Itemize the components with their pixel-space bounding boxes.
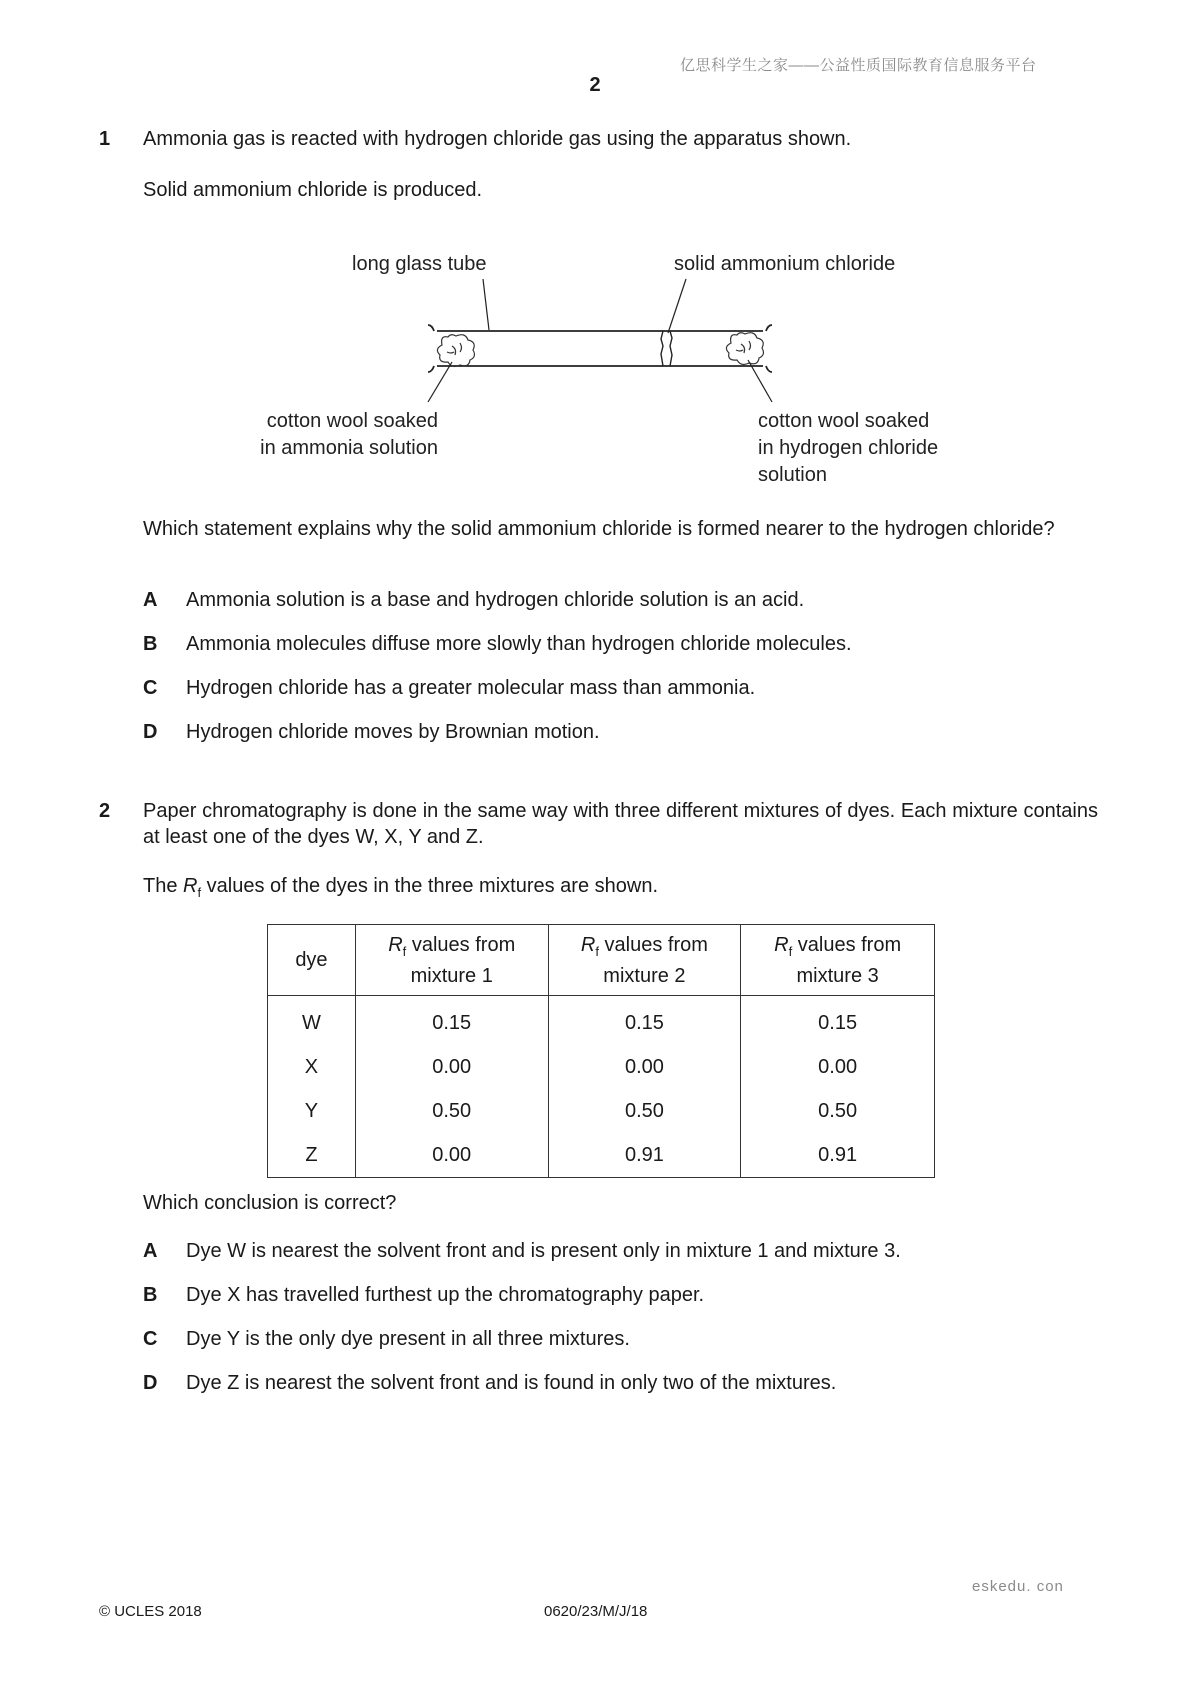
table-header-row	[268, 925, 935, 996]
table-header-mixture-3	[741, 925, 935, 996]
cell-mixture-3: 0.00	[741, 1045, 935, 1089]
option-letter: C	[143, 1328, 158, 1350]
header-watermark: 亿思科学生之家——公益性质国际教育信息服务平台	[680, 57, 1037, 74]
table-row	[268, 1089, 935, 1133]
label-cotton-hcl-line2: in hydrogen chloride	[758, 437, 939, 459]
question-1-line2: Solid ammonium chloride is produced.	[143, 179, 483, 201]
option-letter: C	[143, 677, 158, 699]
rf-subscript: f	[402, 943, 407, 959]
header-suffix: values from	[599, 933, 708, 956]
option-letter: D	[143, 1372, 158, 1394]
label-cotton-ammonia-line1: cotton wool soaked	[266, 410, 438, 432]
rf-symbol: R	[580, 933, 596, 956]
table-header-mixture-2	[548, 925, 741, 996]
option-text: Dye W is nearest the solvent front and is present only in mixture 1 and mixture 3.	[186, 1240, 901, 1262]
option-text: Dye Y is the only dye present in all three mixtures.	[186, 1328, 630, 1350]
cell-mixture-1: 0.00	[355, 1045, 548, 1089]
label-cotton-ammonia	[200, 408, 438, 462]
cell-mixture-2: 0.00	[548, 1045, 741, 1089]
cell-mixture-1: 0.00	[355, 1133, 548, 1178]
cell-mixture-1: 0.15	[355, 996, 548, 1046]
cell-mixture-2: 0.91	[548, 1133, 741, 1178]
cell-mixture-2: 0.50	[548, 1089, 741, 1133]
option-letter: A	[143, 1240, 158, 1262]
question-2-options	[143, 1240, 1123, 1416]
rf-pre: The	[143, 875, 184, 897]
cell-mixture-1: 0.50	[355, 1089, 548, 1133]
apparatus-diagram	[0, 0, 1190, 500]
table-header-mixture-1	[355, 925, 548, 996]
table-row	[268, 1133, 935, 1178]
cotton-wool-right	[726, 333, 763, 365]
rf-values-table	[267, 924, 935, 1178]
rf-symbol: R	[183, 875, 198, 897]
option-1d[interactable]	[143, 721, 1103, 765]
rf-post: values of the dyes in the three mixtures are shown.	[201, 875, 659, 897]
question-2-rf-sentence	[143, 873, 658, 906]
table-row	[268, 996, 935, 1046]
footer-paper-code: 0620/23/M/J/18	[544, 1603, 648, 1620]
cell-mixture-3: 0.91	[741, 1133, 935, 1178]
option-text: Ammonia molecules diffuse more slowly than hydrogen chloride molecules.	[186, 633, 852, 655]
header-mixture: mixture 2	[603, 964, 686, 987]
option-1c[interactable]	[143, 677, 1103, 721]
label-cotton-hcl-line1: cotton wool soaked	[758, 410, 930, 432]
label-leader-lines	[428, 279, 772, 402]
option-letter: B	[143, 633, 158, 655]
table-row	[268, 1045, 935, 1089]
option-text: Hydrogen chloride moves by Brownian motion.	[186, 721, 600, 743]
question-1-number: 1	[99, 128, 111, 150]
option-text: Hydrogen chloride has a greater molecular mass than ammonia.	[186, 677, 756, 699]
option-text: Dye Z is nearest the solvent front and is found in only two of the mixtures.	[186, 1372, 837, 1394]
option-letter: B	[143, 1284, 158, 1306]
solid-ammonium-chloride-band	[661, 331, 672, 366]
rf-subscript: f	[788, 943, 793, 959]
table-header-dye: dye	[268, 925, 356, 996]
rf-subscript: f	[197, 885, 202, 900]
label-cotton-ammonia-line2: in ammonia solution	[260, 437, 438, 459]
header-mixture: mixture 1	[410, 964, 493, 987]
cell-mixture-3: 0.15	[741, 996, 935, 1046]
label-long-glass-tube: long glass tube	[352, 253, 487, 275]
label-cotton-hydrogen-chloride	[758, 408, 938, 489]
option-1b[interactable]	[143, 633, 1103, 677]
question-1-line1: Ammonia gas is reacted with hydrogen chloride gas using the apparatus shown.	[143, 128, 852, 150]
question-1-options	[143, 589, 1103, 765]
question-2-intro: Paper chromatography is done in the same way with three different mixtures of dyes. Each mixture contains at least one of the dyes W, X, Y and Z.	[143, 800, 1098, 848]
rf-symbol: R	[774, 933, 789, 956]
rf-subscript: f	[595, 943, 599, 959]
option-2a[interactable]	[143, 1240, 1123, 1284]
rf-symbol: R	[388, 933, 403, 956]
option-2d[interactable]	[143, 1372, 1123, 1416]
cell-dye: Z	[268, 1133, 356, 1178]
option-letter: A	[143, 589, 158, 611]
option-2b[interactable]	[143, 1284, 1123, 1328]
option-text: Ammonia solution is a base and hydrogen chloride solution is an acid.	[186, 589, 805, 611]
question-2-stem: Which conclusion is correct?	[143, 1192, 397, 1214]
label-solid-ammonium-chloride: solid ammonium chloride	[674, 253, 896, 275]
cell-mixture-3: 0.50	[741, 1089, 935, 1133]
option-1a[interactable]	[143, 589, 1103, 633]
cell-mixture-2: 0.15	[548, 996, 741, 1046]
option-2c[interactable]	[143, 1328, 1123, 1372]
footer-copyright: © UCLES 2018	[99, 1603, 202, 1620]
footer-watermark: eskedu. con	[972, 1578, 1064, 1595]
cell-dye: X	[268, 1045, 356, 1089]
cotton-wool-left	[437, 335, 474, 367]
header-suffix: values from	[406, 933, 516, 956]
option-text: Dye X has travelled furthest up the chromatography paper.	[186, 1284, 705, 1306]
header-suffix: values from	[792, 933, 902, 956]
question-2-number: 2	[99, 800, 111, 822]
option-letter: D	[143, 721, 158, 743]
question-1-stem: Which statement explains why the solid ammonium chloride is formed nearer to the hydrogen chloride?	[143, 518, 1055, 540]
page-number: 2	[589, 74, 601, 96]
header-mixture: mixture 3	[796, 964, 879, 987]
label-cotton-hcl-line3: solution	[758, 464, 827, 486]
glass-tube	[428, 325, 772, 372]
cell-dye: W	[268, 996, 356, 1046]
cell-dye: Y	[268, 1089, 356, 1133]
